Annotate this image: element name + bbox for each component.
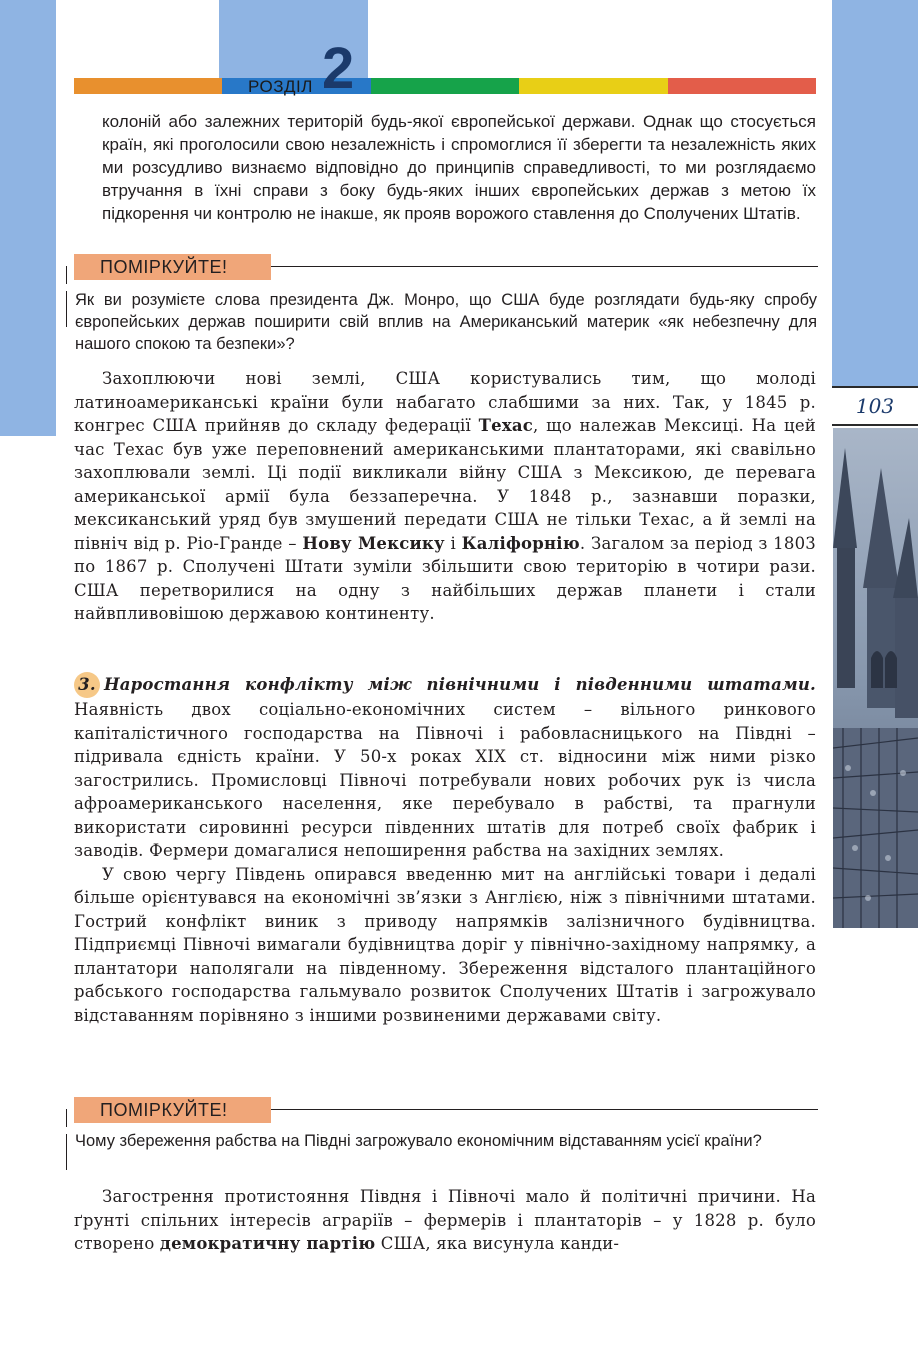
color-segment — [74, 78, 222, 94]
think-box-rule — [266, 266, 818, 267]
term-california: Каліфорнію — [461, 533, 580, 553]
chapter-label: РОЗДІЛ — [248, 77, 313, 96]
think-box-label: ПОМІРКУЙТЕ! — [74, 1097, 271, 1123]
think-box-question: Чому збереження рабства на Півдні загрожувало економічним відставанням усієї країни? — [75, 1132, 762, 1150]
paragraph-politics: Загострення протистояння Півдня і Півночі мало й політичні причини. На ґрунті спільних інтересів аграріїв – фермерів і плантаторів – у 1828 р. було створено демократичну партію США, яка висунула канди- — [74, 1187, 816, 1253]
term-texas: Техас — [478, 416, 534, 435]
page-number-rule — [832, 424, 918, 426]
think-box-rule — [266, 1109, 818, 1110]
think-box-question: Як ви розумієте слова президента Дж. Монро, що США буде розглядати будь-яку спробу європейських держав поширити свій вплив на Американський материк «як небезпечну для нашого спокою та безпеки»? — [75, 291, 817, 353]
section-3-paragraph-2: У свою чергу Південь опирався введенню мит на англійські товари і дедалі більше орієнтувався на економічні зв’язки з Англією, ніж з північними штатами. Гострий конфлікт виник з приводу напрямків залізничного будівництва. Підприємці Півночі вимагали будівництва доріг у північно-західному напрямку, а плантатори наполягали на південному. Збереження відсталого плантаційного рабського господарства гальмувало розвиток Сполучених Штатів і загрожувало відставанням порівняно з іншими розвиненими державами світу. — [74, 864, 816, 1025]
city-engraving-illustration — [833, 428, 918, 928]
color-segment — [519, 78, 667, 94]
right-margin-decor — [832, 0, 918, 386]
section-3: 3. Наростання конфлікту між північними і південними штатами. Наявність двох соціально-економічних систем – вільного ринкового капіталістичного господарства на Півночі і рабовласницького на Півдні – підривала єдність країни. У 50-х роках XIX ст. відносини між ними різко загострились. Промисловці Півночі потребували нових робочих рук із числа афроамериканського населення, яке перебувало в рабстві, та прагнули використати сировинні ресурси південних штатів для потреб своїх фабрик і заводів. Фермери домагалися непоширення рабства на західних землях. У свою чергу Південь опирався введенню мит на англійські товари і дедалі більше орієнтувався на економічні зв’язки з Англією, ніж з північними штатами. Гострий конфлікт виник з приводу напрямків залізничного будівництва. Підприємці Півночі вимагали будівництва доріг у північно-західному напрямку, а плантатори наполягали на південному. Збереження відсталого плантаційного рабського господарства гальмувало розвиток Сполучених Штатів і загрожувало відставанням порівняно з іншими розвиненими державами світу. — [74, 672, 816, 1027]
color-segment — [371, 78, 519, 94]
chapter-number: 2 — [322, 36, 355, 101]
section-title: Наростання конфлікту між північними і південними штатами. — [104, 675, 816, 694]
header-color-bar — [74, 78, 816, 94]
section-number: 3. — [74, 672, 100, 698]
think-box-border — [66, 266, 67, 284]
think-box-border — [66, 1109, 67, 1127]
think-box — [66, 253, 818, 363]
engraving-image — [833, 428, 918, 928]
paragraph-expansion: Захоплюючи нові землі, США користувались тим, що молоді латиноамериканські країни були набагато слабшими за них. Так, у 1845 р. конгрес США прийняв до складу федерації Техас, що належав Мексиці. На цей час Техас був уже переповнений американськими плантаторами, які свавільно захоплювали землі. Ці події викликали війну США з Мексикою, де перевага американської армії була беззаперечна. У 1848 р., зазнавши поразки, мексиканський уряд був змушений передати США не тільки Техас, а й землі на північ від р. Ріо-Гранде – Нову Мексику і Каліфорнію. Загалом за період з 1803 по 1867 р. Сполучені Штати зуміли збільшити свою територію в чотири рази. США перетворилися на одну з найбільших держав планети і стали найвпливовішою державою континенту. — [74, 369, 816, 623]
quote-continuation: колоній або залежних територій будь-якої європейської держави. Однак що стосується країн, які проголосили свою незалежність і спромоглися її зберегти та незалежність яких ми розсудливо визнаємо відповідно до принципів справедливості, то ми розглядаємо втручання в їхні справи з боку будь-яких інших європейських держав з метою їх підкорення чи контролю не інакше, як прояв ворожого ставлення до Сполучених Штатів. — [102, 112, 816, 223]
term-new-mexico: Нову Мексику — [302, 533, 445, 553]
think-box — [66, 1096, 818, 1176]
left-margin-decor — [0, 0, 56, 436]
think-box-label: ПОМІРКУЙТЕ! — [74, 254, 271, 280]
page-number-rule — [832, 386, 918, 388]
term-democratic-party: демократичну партію — [159, 1234, 376, 1253]
color-segment — [668, 78, 816, 94]
page-number: 103 — [855, 394, 895, 418]
